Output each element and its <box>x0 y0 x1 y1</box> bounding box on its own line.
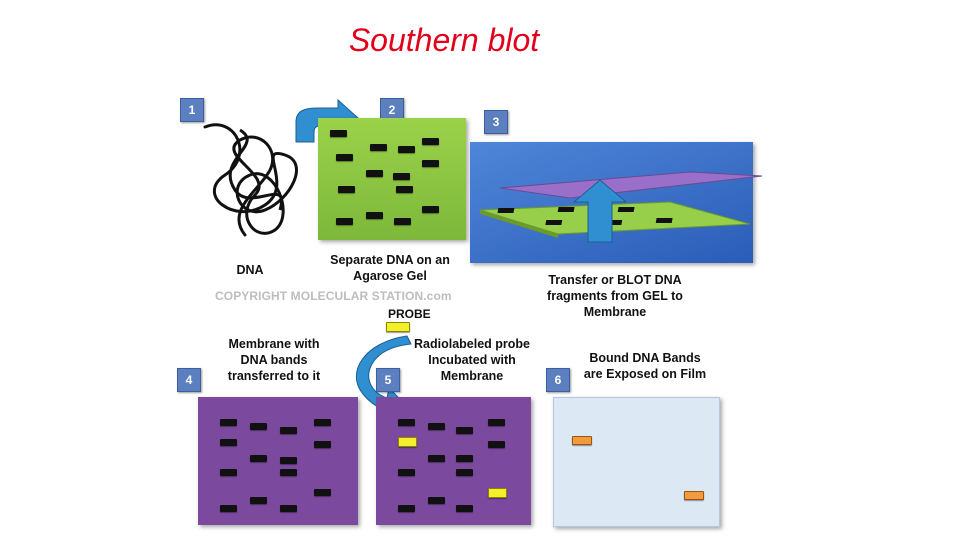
membrane-band <box>456 469 473 476</box>
membrane-band <box>280 427 297 434</box>
membrane-band <box>428 497 445 504</box>
blot-transfer-illustration <box>470 142 753 263</box>
step-4-caption: Membrane with DNA bands transferred to it <box>227 337 321 383</box>
blot-transfer-panel <box>470 142 753 263</box>
gel-band <box>330 130 347 137</box>
gel-band <box>422 206 439 213</box>
membrane-band <box>456 505 473 512</box>
step-2-caption: Separate DNA on an Agarose Gel <box>330 253 450 283</box>
film-band <box>684 491 704 500</box>
step-number-2: 2 <box>380 98 404 122</box>
gel-band <box>396 186 413 193</box>
membrane-band <box>456 455 473 462</box>
membrane-band <box>250 455 267 462</box>
membrane-band <box>398 419 415 426</box>
gel-band <box>422 160 439 167</box>
step-number-5: 5 <box>376 368 400 392</box>
step-number-6: 6 <box>546 368 570 392</box>
agarose-gel <box>318 118 466 240</box>
membrane-band <box>280 505 297 512</box>
membrane-band <box>250 423 267 430</box>
gel-band <box>393 173 410 180</box>
membrane-band <box>280 469 297 476</box>
membrane-band <box>314 419 331 426</box>
probe-marker <box>386 322 410 332</box>
gel-band <box>394 218 411 225</box>
step-number-1: 1 <box>180 98 204 122</box>
membrane-band <box>220 469 237 476</box>
step-number-3: 3 <box>484 110 508 134</box>
gel-band <box>366 212 383 219</box>
step-1-caption: DNA <box>236 263 264 277</box>
probe-bound-band <box>398 437 417 447</box>
gel-band <box>422 138 439 145</box>
membrane-band <box>428 455 445 462</box>
gel-band <box>336 154 353 161</box>
membrane-band <box>398 505 415 512</box>
gel-band <box>366 170 383 177</box>
membrane-band <box>220 439 237 446</box>
page-title: Southern blot <box>348 22 540 58</box>
gel-band <box>338 186 355 193</box>
step-5-caption: Radiolabeled probe Incubated with Membrane <box>414 337 530 383</box>
membrane-band <box>220 505 237 512</box>
step-3-caption: Transfer or BLOT DNA fragments from GEL to Membrane <box>547 273 683 319</box>
membrane-band <box>398 469 415 476</box>
membrane-band <box>314 489 331 496</box>
exposed-film <box>553 397 720 527</box>
membrane-with-probe <box>376 397 531 525</box>
membrane-band <box>456 427 473 434</box>
gel-band <box>370 144 387 151</box>
step-number-4: 4 <box>177 368 201 392</box>
copyright-watermark: COPYRIGHT MOLECULAR STATION.com <box>215 289 452 303</box>
membrane-band <box>488 441 505 448</box>
probe-bound-band <box>488 488 507 498</box>
step-6-caption: Bound DNA Bands are Exposed on Film <box>583 351 707 381</box>
probe-label: PROBE <box>388 307 431 321</box>
membrane-band <box>220 419 237 426</box>
membrane-band <box>280 457 297 464</box>
gel-band <box>398 146 415 153</box>
membrane-band <box>428 423 445 430</box>
film-band <box>572 436 592 445</box>
membrane-with-bands <box>198 397 358 525</box>
gel-band <box>336 218 353 225</box>
membrane-band <box>314 441 331 448</box>
membrane-band <box>250 497 267 504</box>
membrane-band <box>488 419 505 426</box>
